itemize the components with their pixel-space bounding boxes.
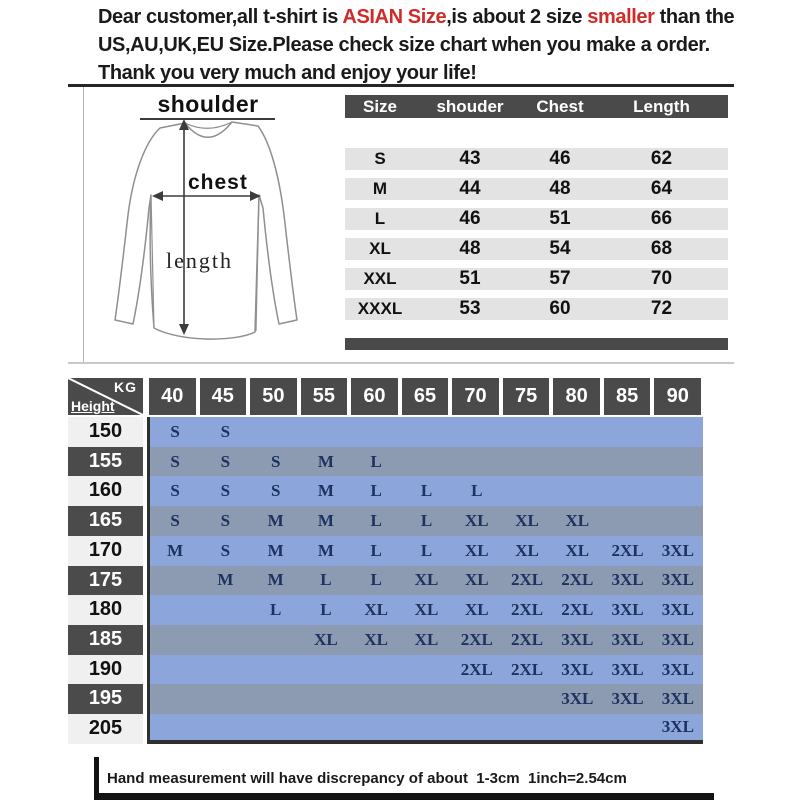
- matrix-cell: M: [317, 540, 334, 560]
- kg-column-header: 90: [654, 378, 701, 415]
- size-table-cell: XL: [369, 239, 391, 258]
- size-table-cell: 68: [650, 238, 673, 259]
- matrix-cell: M: [317, 511, 334, 531]
- size-table-cell: M: [372, 179, 388, 198]
- size-table-row: [345, 298, 728, 320]
- corner-kg-label: KG: [114, 379, 137, 395]
- matrix-cell: L: [370, 451, 382, 471]
- footer-conversion: 1inch=2.54cm: [528, 770, 627, 787]
- matrix-cell: S: [220, 451, 231, 471]
- matrix-cell: 3XL: [611, 629, 644, 649]
- size-table-rows: [345, 148, 728, 328]
- matrix-cell: 3XL: [661, 570, 694, 590]
- size-table-cell: S: [374, 149, 386, 168]
- size-table-cell: XXXL: [357, 299, 403, 318]
- size-table-cell: 60: [549, 298, 571, 319]
- matrix-cell: 3XL: [661, 659, 694, 679]
- matrix-cell: 3XL: [561, 629, 594, 649]
- matrix-cell: M: [267, 540, 284, 560]
- size-table-cell: 54: [549, 238, 571, 259]
- footer-left-bar: [94, 757, 99, 798]
- matrix-cell: 3XL: [661, 540, 694, 560]
- matrix-row-cells: [147, 506, 703, 536]
- kg-column-header: 85: [604, 378, 651, 415]
- notice-line3: Thank you very much and enjoy your life!: [98, 62, 477, 84]
- matrix-cell: L: [320, 570, 332, 590]
- matrix-cell: S: [220, 421, 231, 441]
- size-table-header-cell: shouder: [436, 96, 504, 116]
- shirt-outline: [115, 122, 297, 339]
- kg-column-header: 60: [351, 378, 398, 415]
- length-label: length: [166, 248, 233, 273]
- matrix-cell: XL: [464, 511, 489, 531]
- matrix-cell: XL: [414, 600, 439, 620]
- matrix-cell: XL: [464, 600, 489, 620]
- matrix-row: [68, 625, 703, 655]
- height-row-header: 195: [68, 684, 143, 714]
- panel-left-border: [83, 87, 84, 363]
- kg-column-header: 70: [452, 378, 499, 415]
- matrix-cell: M: [217, 570, 234, 590]
- size-table-bottom-bar: [345, 338, 728, 350]
- matrix-cell: XL: [515, 511, 539, 531]
- matrix-cell: 2XL: [510, 600, 544, 620]
- height-row-header: 155: [68, 447, 143, 477]
- height-row-header: 190: [68, 655, 143, 685]
- kg-column-header: 75: [503, 378, 550, 415]
- matrix-cell: S: [170, 451, 180, 471]
- matrix-row-cells: [147, 566, 703, 596]
- kg-column-header: 45: [200, 378, 247, 415]
- matrix-cell: XL: [464, 540, 489, 560]
- matrix-cell: L: [420, 540, 433, 560]
- notice-text: Dear customer,all t-shirt is: [98, 6, 343, 28]
- kg-column-header: 40: [149, 378, 196, 415]
- size-table-cell: 51: [549, 208, 571, 229]
- matrix-cell: M: [267, 570, 284, 590]
- matrix-cell: S: [220, 511, 231, 531]
- matrix-cell: 3XL: [661, 717, 694, 737]
- matrix-cell: 3XL: [611, 659, 644, 679]
- height-weight-matrix: [68, 378, 703, 744]
- notice-line2: US,AU,UK,EU Size.Please check size chart when you make a order.: [98, 34, 710, 56]
- matrix-cell: XL: [414, 629, 439, 649]
- notice-line1: [98, 6, 734, 29]
- size-table-cell: 44: [459, 178, 481, 199]
- matrix-cell: 3XL: [661, 600, 694, 620]
- matrix-row-cells: [147, 684, 703, 714]
- height-row-header: 180: [68, 595, 143, 625]
- matrix-cell: XL: [364, 629, 389, 649]
- matrix-cell: 2XL: [561, 600, 594, 620]
- size-table-cell: 48: [549, 178, 571, 199]
- matrix-cell: L: [420, 481, 433, 501]
- matrix-cell: L: [270, 600, 282, 620]
- height-row-header: 175: [68, 566, 143, 596]
- collar-back-line: [185, 122, 232, 128]
- size-table-cell: 46: [459, 208, 481, 229]
- size-table-header-cell: Size: [362, 96, 398, 116]
- height-row-header: 150: [68, 417, 143, 447]
- matrix-cell: L: [370, 481, 382, 501]
- size-table-cell: 51: [459, 268, 481, 289]
- size-table-row: [345, 178, 728, 200]
- size-table-header: [345, 95, 728, 118]
- matrix-row-cells: [147, 447, 703, 477]
- matrix-row: [68, 595, 703, 625]
- size-table-row: [345, 238, 728, 260]
- matrix-row: [68, 655, 703, 685]
- matrix-row: [68, 714, 703, 744]
- footer-note: Hand measurement will have discrepancy of about 1-3cm: [107, 770, 520, 787]
- size-table-cell: 70: [650, 268, 673, 289]
- matrix-row: [68, 476, 703, 506]
- kg-column-header: 65: [402, 378, 449, 415]
- matrix-cell: XL: [364, 600, 389, 620]
- matrix-cell: XL: [314, 629, 338, 649]
- matrix-row-cells: [147, 655, 703, 685]
- size-table-cell: XXL: [363, 269, 397, 288]
- matrix-row: [68, 684, 703, 714]
- matrix-cell: 3XL: [561, 659, 594, 679]
- kg-column-header: 50: [250, 378, 297, 415]
- matrix-corner-cell: [68, 378, 143, 415]
- matrix-row: [68, 417, 703, 447]
- top-divider: [68, 84, 734, 87]
- matrix-header-row: [68, 378, 703, 415]
- matrix-cell: S: [170, 511, 180, 531]
- matrix-row: [68, 566, 703, 596]
- matrix-row-cells: [147, 625, 703, 655]
- size-table-cell: 53: [459, 298, 481, 319]
- notice-red-text: smaller: [587, 6, 655, 28]
- matrix-row-cells: [147, 536, 703, 566]
- size-table-cell: 46: [549, 148, 571, 169]
- matrix-cell: 2XL: [611, 540, 644, 560]
- kg-column-header: 80: [553, 378, 600, 415]
- matrix-cell: 3XL: [611, 600, 644, 620]
- notice-red-text: ASIAN Size: [342, 6, 447, 28]
- matrix-cell: 2XL: [510, 659, 544, 679]
- shoulder-label: shoulder: [157, 91, 259, 117]
- matrix-cell: S: [270, 451, 281, 471]
- matrix-cell: 2XL: [460, 659, 493, 679]
- size-table-cell: 48: [459, 238, 481, 259]
- matrix-cell: 2XL: [561, 570, 594, 590]
- matrix-row-cells: [147, 595, 703, 625]
- notice-text: ,is about 2 size: [446, 6, 588, 28]
- chest-label: chest: [188, 171, 248, 194]
- matrix-cell: 3XL: [661, 689, 694, 709]
- matrix-cell: L: [370, 511, 382, 531]
- matrix-kg-header-row: [147, 378, 703, 415]
- matrix-row-cells: [147, 476, 703, 506]
- matrix-cell: 2XL: [460, 629, 493, 649]
- size-table-header-cell: Chest: [536, 96, 584, 116]
- matrix-cell: 3XL: [561, 689, 594, 709]
- matrix-row: [68, 447, 703, 477]
- matrix-row: [68, 506, 703, 536]
- matrix-cell: L: [471, 481, 483, 501]
- matrix-cell: 3XL: [611, 570, 644, 590]
- height-row-header: 160: [68, 476, 143, 506]
- matrix-cell: S: [170, 421, 180, 441]
- size-table-cell: 66: [650, 208, 673, 229]
- matrix-body: [68, 417, 703, 744]
- matrix-cell: L: [420, 511, 433, 531]
- matrix-cell: 2XL: [510, 570, 544, 590]
- matrix-cell: M: [167, 540, 184, 560]
- size-table-row: [345, 208, 728, 230]
- matrix-cell: M: [267, 511, 284, 531]
- footer-bottom-bar: [94, 793, 714, 800]
- matrix-row: [68, 536, 703, 566]
- size-table-cell: 57: [549, 268, 571, 289]
- matrix-cell: XL: [565, 511, 590, 531]
- size-table-cell: 72: [650, 298, 673, 319]
- matrix-cell: L: [370, 570, 382, 590]
- kg-column-header: 55: [301, 378, 348, 415]
- matrix-cell: XL: [414, 570, 439, 590]
- matrix-cell: XL: [515, 540, 539, 560]
- height-row-header: 205: [68, 714, 143, 744]
- height-row-header: 170: [68, 536, 143, 566]
- matrix-cell: L: [370, 540, 382, 560]
- matrix-cell: M: [317, 451, 334, 471]
- size-table-cell: 43: [459, 148, 481, 169]
- height-row-header: 185: [68, 625, 143, 655]
- matrix-cell: XL: [464, 570, 489, 590]
- size-table-cell: 64: [650, 178, 673, 199]
- matrix-row-cells: [147, 714, 703, 744]
- matrix-cell: 3XL: [661, 629, 694, 649]
- matrix-cell: S: [270, 481, 281, 501]
- size-table-cell: 62: [650, 148, 673, 169]
- matrix-cell: 3XL: [611, 689, 644, 709]
- corner-height-label: Height: [71, 398, 115, 414]
- shirt-diagram: [85, 90, 340, 365]
- matrix-cell: L: [320, 600, 332, 620]
- matrix-cell: S: [170, 481, 180, 501]
- matrix-cell: M: [317, 481, 334, 501]
- size-table-row: [345, 148, 728, 170]
- matrix-cell: S: [220, 481, 231, 501]
- matrix-cell: XL: [565, 540, 590, 560]
- matrix-cell: S: [220, 540, 231, 560]
- notice-text: than the: [654, 6, 735, 28]
- matrix-row-cells: [147, 417, 703, 447]
- size-table-cell: L: [374, 209, 386, 228]
- size-table-header-cell: Length: [633, 96, 690, 116]
- matrix-cell: 2XL: [510, 629, 544, 649]
- size-table-row: [345, 268, 728, 290]
- shoulder-underline: [140, 118, 275, 120]
- height-row-header: 165: [68, 506, 143, 536]
